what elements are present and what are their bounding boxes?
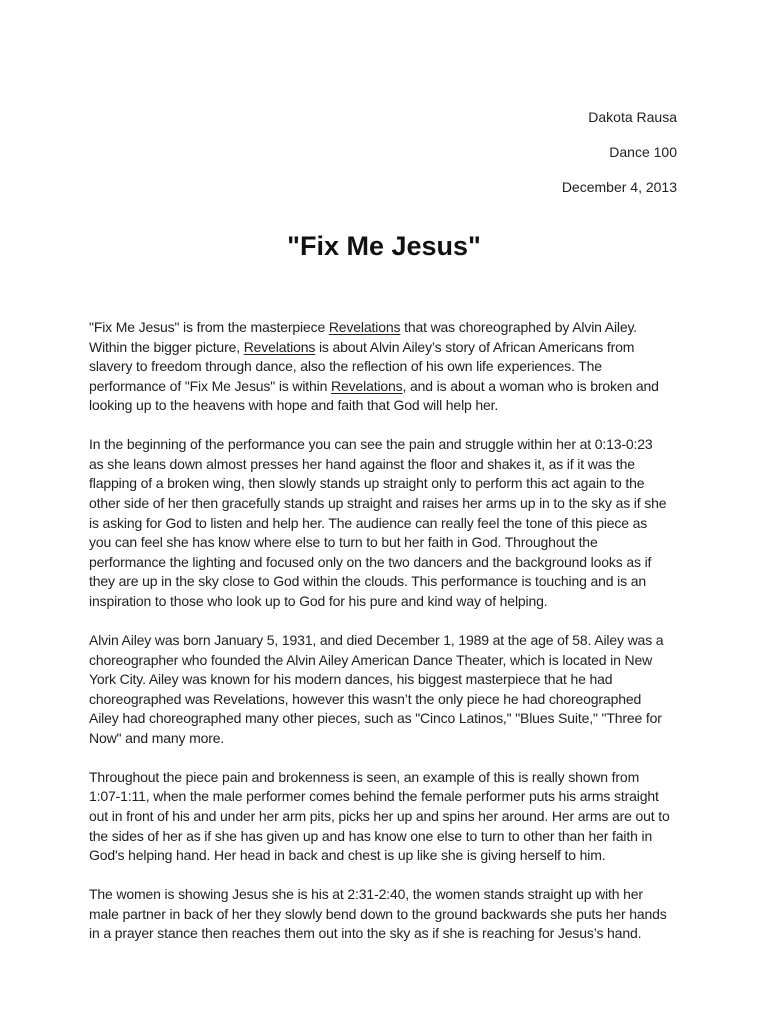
paragraph — [89, 885, 683, 944]
text-line: choreographed was Revelations, however this wasn’t the only piece he had choreographed — [89, 690, 642, 707]
text-line: Alvin Ailey was born January 5, 1931, and died December 1, 1989 at the age of 58. Ailey was a — [89, 631, 664, 648]
paragraph — [89, 318, 683, 416]
author-name: Dakota Rausa — [588, 109, 677, 125]
text-line: choreographer who founded the Alvin Ailey American Dance Theater, which is located in New — [89, 651, 653, 668]
text-line: "Fix Me Jesus" is from the masterpiece Revelations that was choreographed by Alvin Ailey. — [89, 319, 638, 335]
header-block — [562, 108, 677, 213]
text-line: slavery to freedom through dance, also the reflection of his own life experiences. The — [89, 358, 602, 375]
text-line: God's helping hand. Her head in back and chest is up like she is giving herself to him. — [89, 847, 606, 864]
text-line: York City. Ailey was known for his modern dances, his biggest masterpiece that he had — [89, 671, 613, 688]
document-title: "Fix Me Jesus" — [287, 231, 481, 261]
text-line: looking up to the heavens with hope and faith that God will help her. — [89, 397, 499, 414]
underlined-title: Revelations — [331, 377, 403, 394]
underlined-title: Revelations — [328, 319, 401, 335]
document-body — [89, 318, 683, 963]
underlined-title: Revelations — [243, 338, 316, 355]
text-line: the sides of her as if she has given up and has know one else to turn to other than her faith in — [89, 827, 653, 844]
text-line: you can feel she has know where else to turn to but her faith in God. Throughout the — [89, 534, 598, 551]
text-line: In the beginning of the performance you can see the pain and struggle within her at 0:13-0:23 — [89, 436, 653, 453]
text-line: as she leans down almost presses her hand against the floor and shakes it, as if it was the — [89, 455, 635, 472]
text-line: performance of "Fix Me Jesus" is within Revelations, and is about a woman who is broken and — [89, 377, 659, 394]
text-line: other side of her then gracefully stands up straight and raises her arms up in to the sky as if she — [89, 495, 667, 512]
text-line: Ailey had choreographed many other pieces, such as "Cinco Latinos," "Blues Suite," "Three for — [89, 710, 662, 727]
text-line: Now" and many more. — [89, 729, 225, 746]
text-line: inspiration to those who look up to God for his pure and kind way of helping. — [89, 593, 548, 610]
text-line: out in front of his and under her arm pits, picks her up and spins her around. Her arms are out to — [89, 807, 670, 824]
text-line: they are up in the sky close to God within the clouds. This performance is touching and is an — [89, 573, 646, 590]
text-line: 1:07-1:11, when the male performer comes behind the female performer puts his arms straight — [89, 788, 659, 805]
text-line: flapping of a broken wing, then slowly stands up straight only to perform this act again to the — [89, 475, 645, 492]
paragraph — [89, 435, 683, 611]
text-line: performance the lighting and focused only on the two dancers and the background looks as if — [89, 553, 652, 570]
text-line: male partner in back of her they slowly bend down to the ground backwards she puts her hands — [89, 905, 667, 922]
document-date: December 4, 2013 — [561, 179, 677, 195]
text-line: Throughout the piece pain and brokenness is seen, an example of this is really shown from — [89, 768, 640, 785]
text-line: is asking for God to listen and help her. The audience can really feel the tone of this piece as — [89, 514, 648, 531]
paragraph — [89, 768, 683, 866]
text-line: in a prayer stance then reaches them out into the sky as if she is reaching for Jesus’s hand. — [89, 925, 642, 942]
paragraph — [89, 631, 683, 749]
text-line: The women is showing Jesus she is his at 2:31-2:40, the women stands straight up with her — [89, 886, 643, 903]
text-line: Within the bigger picture, Revelations is about Alvin Ailey’s story of African Americans from — [89, 338, 635, 355]
course-name: Dance 100 — [609, 144, 677, 160]
